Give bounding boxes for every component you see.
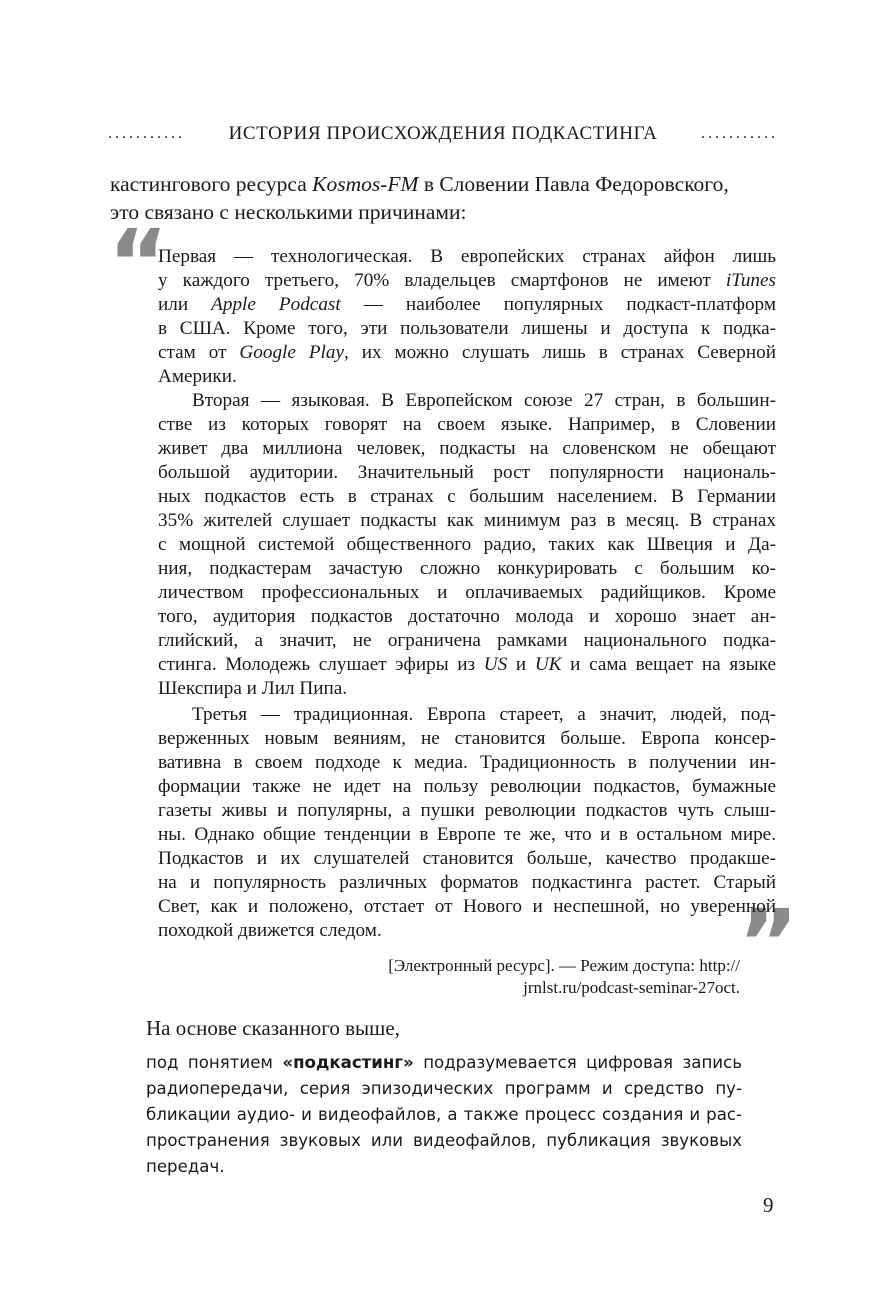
- definition-line-1: [146, 1050, 742, 1076]
- quote-p3-line-4: формации также не идет на пользу революции подкастов, бумажные: [158, 776, 776, 797]
- quote-italic-term: Google Play: [239, 342, 344, 363]
- quote-p3-line-10: походкой движется следом.: [158, 920, 382, 941]
- open-quote-icon: “: [108, 210, 169, 317]
- definition-text: подразумевается цифровая запись: [413, 1053, 742, 1072]
- quote-p2-line-3: живет два миллиона человек, подкасты на словенском не обещают: [158, 438, 776, 459]
- quote-p2-line-1: Вторая — языковая. В Европейском союзе 27 стран, в большин-: [192, 390, 776, 411]
- quote-p1-line-5: [158, 341, 776, 365]
- quote-p2-line-7: с мощной системой общественного радио, таких как Швеция и Да-: [158, 534, 776, 555]
- close-quote-icon: ”: [738, 890, 799, 997]
- definition-line-4: пространения звуковых или видеофайлов, публикация звуковых: [146, 1131, 742, 1150]
- quote-p3-line-3: вативна в своем подходе к медиа. Традиционность в получении ин-: [158, 752, 776, 773]
- definition-term: «подкастинг»: [282, 1053, 414, 1072]
- intro-text: в Словении Павла Федоровского,: [418, 172, 729, 196]
- page-number: 9: [763, 1193, 774, 1217]
- quote-p2-line-12: [158, 653, 776, 677]
- intro-line-1: [110, 172, 729, 197]
- quote-p1-line-1: Первая — технологическая. В европейских странах айфон лишь: [158, 246, 776, 267]
- quote-text: и сама вещает на языке: [561, 654, 776, 675]
- quote-text: стинга. Молодежь слушает эфиры из: [158, 654, 484, 675]
- conclusion-text: На основе сказанного выше,: [146, 1016, 400, 1040]
- quote-p1-line-6: Америки.: [158, 366, 237, 387]
- quote-p3-line-5: газеты живы и популярны, а пушки революции подкастов чуть слыш-: [158, 800, 776, 821]
- quote-p3-line-7: Подкастов и их слушателей становится больше, качество продакше-: [158, 848, 776, 869]
- quote-p2-line-8: ния, подкастерам зачастую сложно конкурировать с большим ко-: [158, 558, 776, 579]
- quote-p1-line-3: [158, 293, 776, 317]
- quote-text: или: [158, 294, 212, 315]
- quote-p2-line-5: ных подкастов есть в странах с большим населением. В Германии: [158, 486, 776, 507]
- quote-p2-line-2: стве из которых говорят на своем языке. Например, в Словении: [158, 414, 776, 435]
- quote-text: стам от: [158, 342, 240, 363]
- quote-p2-line-9: личеством профессиональных и оплачиваемых радийщиков. Кроме: [158, 582, 776, 603]
- quote-p1-line-2: [158, 269, 776, 293]
- definition-line-3: бликации аудио- и видеофайлов, а также процесс создания и рас-: [146, 1105, 742, 1124]
- quote-p2-line-11: глийский, а значит, не ограничена рамками национального подка-: [158, 630, 776, 651]
- source-line-2: jrnlst.ru/podcast-seminar-27oct.: [523, 978, 740, 997]
- quote-p1-line-4: в США. Кроме того, эти пользователи лишены и доступа к подка-: [158, 318, 776, 339]
- running-head: [108, 123, 778, 145]
- intro-text: кастингового ресурса: [110, 172, 313, 196]
- quote-p3-line-1: Третья — традиционная. Европа стареет, а значит, людей, под-: [192, 704, 776, 725]
- quote-p2-line-10: того, аудитория подкастов достаточно молода и хорошо знает ан-: [158, 606, 776, 627]
- quote-text: , их можно слушать лишь в странах Северной: [344, 342, 776, 363]
- quote-italic-term: UK: [534, 654, 562, 675]
- quote-p2-line-4: большой аудитории. Значительный рост популярности националь-: [158, 462, 776, 483]
- quote-p3-line-2: верженных новым веяниям, не становится больше. Европа консер-: [158, 728, 776, 749]
- quote-p3-line-6: ны. Однако общие тенденции в Европе те же, что и в остальном мире.: [158, 824, 776, 845]
- quote-p3-line-9: Свет, как и положено, отстает от Нового и неспешной, но уверенной: [158, 896, 776, 917]
- quote-p3-line-8: на и популярность различных форматов подкастинга растет. Старый: [158, 872, 776, 893]
- quote-p2-line-6: 35% жителей слушает подкасты как минимум раз в месяц. В странах: [158, 510, 776, 531]
- quote-p2-line-13: Шекспира и Лил Пипа.: [158, 678, 348, 699]
- definition-line-2: радиопередачи, серия эпизодических программ и средство пу-: [146, 1079, 742, 1098]
- running-head-dots-left: ...........: [108, 125, 185, 142]
- quote-italic-term: iTunes: [725, 270, 776, 291]
- running-head-dots-right: ...........: [700, 125, 778, 142]
- running-head-title: ИСТОРИЯ ПРОИСХОЖДЕНИЯ ПОДКАСТИНГА: [228, 123, 658, 144]
- quote-text: и: [507, 654, 535, 675]
- quote-italic-term: US: [483, 654, 508, 675]
- intro-resource-name: Kosmos-FM: [312, 172, 419, 196]
- intro-line-2: это связано с несколькими причинами:: [110, 200, 467, 224]
- quote-text: — наиболее популярных подкаст-платформ: [340, 294, 776, 315]
- definition-line-5: передач.: [146, 1157, 225, 1176]
- quote-italic-term: Apple Podcast: [211, 294, 341, 315]
- source-line-1: [Электронный ресурс]. — Режим доступа: http://: [388, 956, 740, 975]
- definition-text: под понятием: [146, 1053, 283, 1072]
- quote-text: у каждого третьего, 70% владельцев смартфонов не имеют: [158, 270, 726, 291]
